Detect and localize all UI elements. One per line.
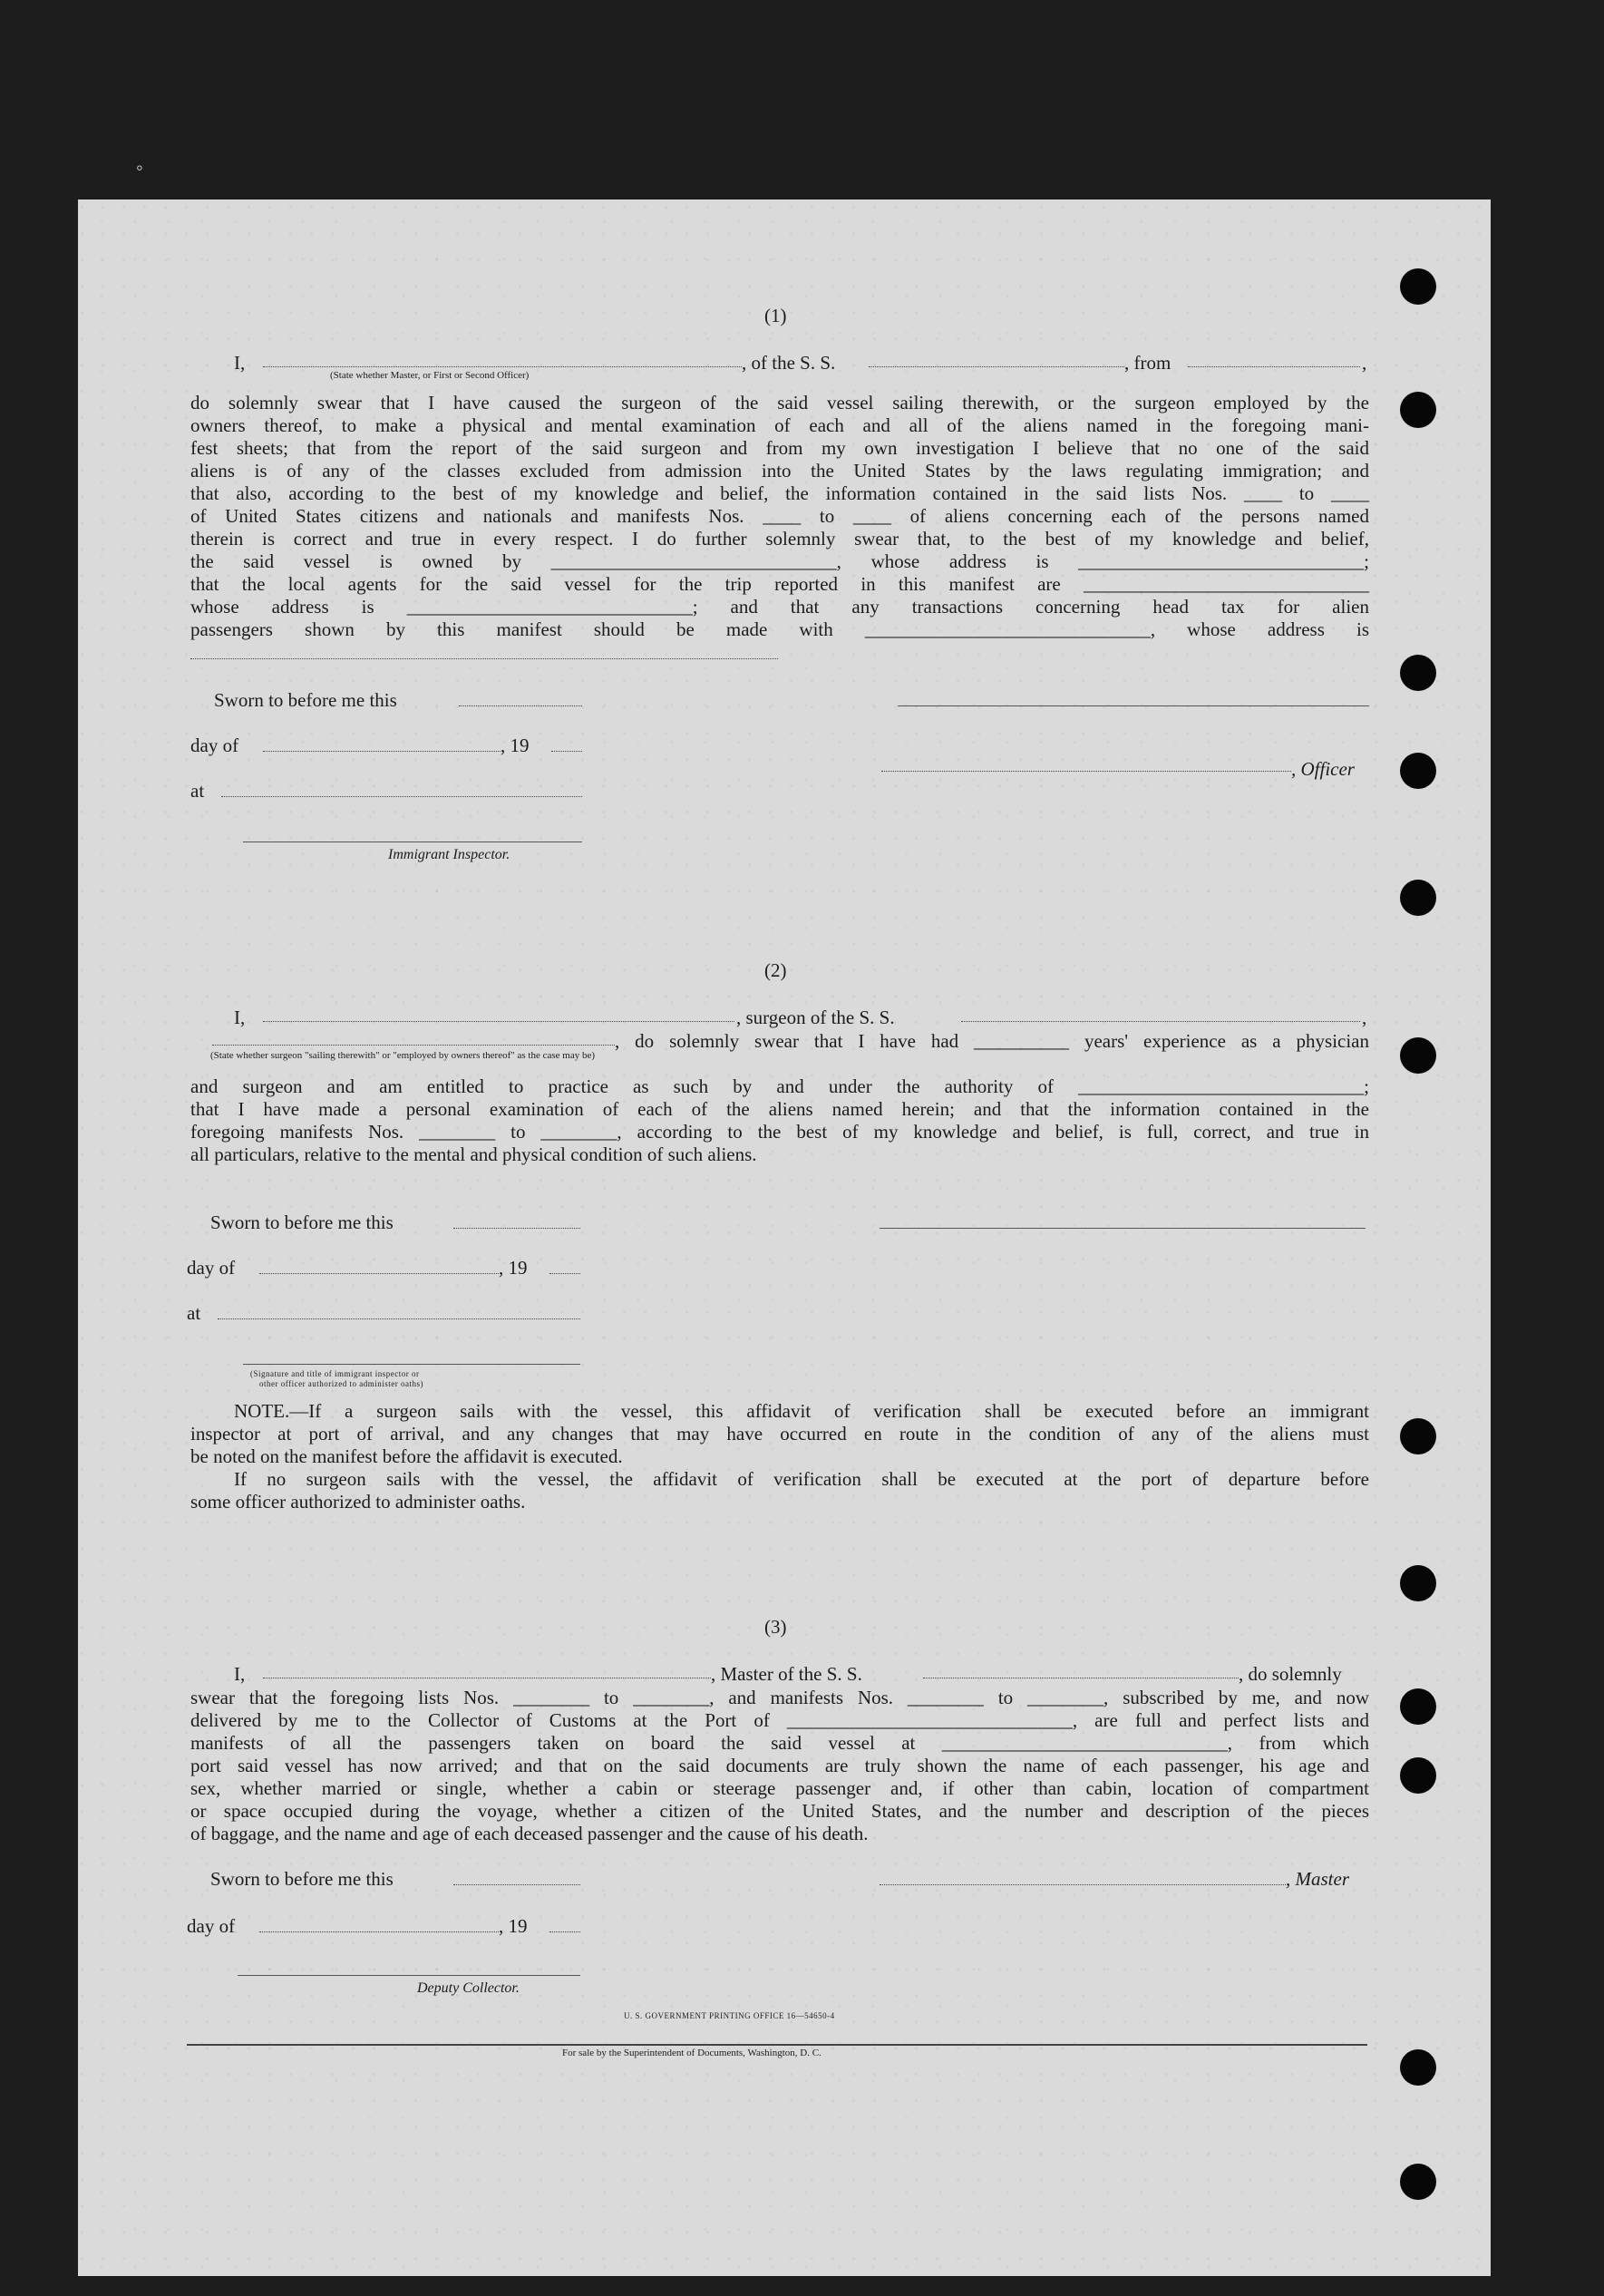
officer-label: , Officer: [1291, 758, 1355, 780]
year-field[interactable]: [551, 751, 582, 752]
binder-hole: [1400, 880, 1436, 916]
sworn-day-field[interactable]: [459, 705, 582, 706]
oath-line: the said vessel is owned by ______________________________, whose address is ______________________________;: [190, 550, 1369, 572]
oath-line: that also, according to the best of my knowledge and belief, the information contained in the said lists Nos. ____ to ____: [190, 482, 1369, 504]
month-field[interactable]: [263, 751, 501, 752]
inspector-label: Immigrant Inspector.: [388, 847, 510, 862]
binder-hole: [1400, 268, 1436, 305]
oath-line: of United States citizens and nationals and manifests Nos. ____ to ____ of aliens concerning each of the persons named: [190, 505, 1369, 527]
note-line: some officer authorized to administer oaths.: [190, 1491, 526, 1513]
oath-opening: I,: [234, 352, 246, 374]
master-oath-body: [190, 1687, 1369, 1845]
note-line: inspector at port of arrival, and any changes that may have occurred en route in the condition of any of the aliens must: [190, 1423, 1369, 1445]
binder-hole: [1400, 1757, 1436, 1794]
oath-line: , do solemnly swear that I have had __________ years' experience as a physician: [615, 1030, 1369, 1052]
collector-label: Deputy Collector.: [417, 1980, 520, 1996]
sworn-label: Sworn to before me this: [210, 1211, 394, 1233]
oath-line: owners thereof, to make a physical and mental examination of each and all of the aliens named in the foregoing mani-: [190, 414, 1369, 436]
note-body: [190, 1400, 1369, 1513]
oath-line: aliens is of any of the classes excluded from admission into the United States by the laws regulating immigration; and: [190, 460, 1369, 482]
binder-hole: [1400, 655, 1436, 691]
sworn-label: Sworn to before me this: [210, 1868, 394, 1890]
year-field[interactable]: [549, 1273, 580, 1274]
surgeon-note: (State whether surgeon "sailing therewith" or "employed by owners thereof" as the case may be): [210, 1050, 596, 1061]
at-place-field[interactable]: [221, 796, 582, 797]
note-text: —If a surgeon sails with the vessel, this affidavit of verification shall be executed before an immigrant: [289, 1400, 1369, 1422]
oath-opening: I,: [234, 1007, 246, 1028]
note-line: be noted on the manifest before the affidavit is executed.: [190, 1445, 623, 1467]
scan-speck: ◦: [136, 156, 143, 179]
binder-hole: [1400, 2049, 1436, 2086]
surgeon-status-field[interactable]: [212, 1045, 615, 1046]
surgeon-oath-body: [190, 1075, 1369, 1166]
master-note: (State whether Master, or First or Second Officer): [330, 370, 530, 381]
day-of-label: day of: [187, 1915, 236, 1937]
oath-line: or space occupied during the voyage, whether a citizen of the United States, and the number and description of the pieces: [190, 1800, 1369, 1822]
at-label: at: [187, 1302, 201, 1324]
oath-line: delivered by me to the Collector of Customs at the Port of ______________________________, are full and perfect lists and: [190, 1709, 1369, 1731]
ship-name-field[interactable]: [961, 1021, 1360, 1022]
oath-line: that the local agents for the said vessel for the trip reported in this manifest are ______________________________: [190, 573, 1369, 595]
oath-line: whose address is ______________________________; and that any transactions concerning head tax for alien: [190, 596, 1369, 618]
note-label: NOTE.: [234, 1400, 290, 1422]
year-label: , 19: [499, 1915, 528, 1937]
month-field[interactable]: [259, 1931, 499, 1932]
day-of-label: day of: [190, 735, 239, 756]
oath-line: swear that the foregoing lists Nos. ________ to ________, and manifests Nos. ________ to ________, subscribed by me, and now: [190, 1687, 1369, 1708]
surgeon-signature-field[interactable]: [880, 1228, 1366, 1229]
ship-name-field[interactable]: [869, 366, 1124, 367]
note-line: [190, 1400, 1369, 1423]
oath-body: [190, 392, 1369, 641]
oath-line: foregoing manifests Nos. ________ to ________, according to the best of my knowledge and belief, is full, correct, and true in: [190, 1121, 1369, 1143]
binder-hole: [1400, 2164, 1436, 2200]
oath-line: port said vessel has now arrived; and that on the said documents are truly shown the name of each passenger, his age and: [190, 1755, 1369, 1776]
oath-line: therein is correct and true in every respect. I do further solemnly swear that, to the best of my knowledge and belief,: [190, 528, 1369, 550]
master-signature-field[interactable]: [880, 1884, 1286, 1885]
binder-hole: [1400, 1037, 1436, 1074]
comma: ,: [1362, 352, 1367, 374]
at-label: at: [190, 780, 205, 802]
master-name-field[interactable]: [263, 366, 742, 367]
master-of-label: , Master of the S. S.: [711, 1663, 862, 1685]
year-label: , 19: [501, 735, 530, 756]
officer-signature-field[interactable]: [898, 705, 1369, 706]
sworn-day-field[interactable]: [453, 1884, 580, 1885]
of-ss-label: , of the S. S.: [742, 352, 836, 374]
oath-line: sex, whether married or single, whether a cabin or steerage passenger and, if other than cabin, location of compartment: [190, 1777, 1369, 1799]
inspector-signature-field[interactable]: [243, 1364, 580, 1365]
from-label: , from: [1124, 352, 1171, 374]
oath-line: passengers shown by this manifest should be made with ______________________________, whose address is: [190, 618, 1369, 640]
surgeon-of-label: , surgeon of the S. S.: [736, 1007, 895, 1028]
footer-rule: [187, 2044, 1367, 2046]
oath-line: do solemnly swear that I have caused the surgeon of the said vessel sailing therewith, or the surgeon employed by the: [190, 392, 1369, 413]
for-sale-note: For sale by the Superintendent of Documents, Washington, D. C.: [562, 2048, 821, 2058]
comma: ,: [1362, 1007, 1367, 1028]
sworn-label: Sworn to before me this: [214, 689, 397, 711]
port-from-field[interactable]: [1188, 366, 1360, 367]
binder-hole: [1400, 392, 1436, 428]
oath-line: and surgeon and am entitled to practice as such by and under the authority of ______________________________;: [190, 1075, 1369, 1097]
section-number: (3): [764, 1616, 787, 1638]
address-field[interactable]: [190, 658, 778, 659]
sworn-day-field[interactable]: [453, 1228, 580, 1229]
do-solemnly-label: , do solemnly: [1239, 1663, 1342, 1685]
day-of-label: day of: [187, 1257, 236, 1279]
section-number: (2): [764, 959, 787, 981]
collector-signature-field[interactable]: [238, 1975, 580, 1976]
officer-title-field[interactable]: [881, 771, 1291, 772]
note-line: If no surgeon sails with the vessel, the affidavit of verification shall be executed at the port of departure before: [234, 1468, 1369, 1490]
oath-opening: I,: [234, 1663, 246, 1685]
year-field[interactable]: [549, 1931, 580, 1932]
signature-note: (Signature and title of immigrant inspector or: [250, 1369, 420, 1378]
binder-hole: [1400, 1688, 1436, 1725]
surgeon-name-field[interactable]: [263, 1021, 734, 1022]
oath-line: of baggage, and the name and age of each deceased passenger and the cause of his death.: [190, 1823, 869, 1844]
oath-line: that I have made a personal examination of each of the aliens named herein; and that the information contained in the: [190, 1098, 1369, 1120]
signature-note: other officer authorized to administer oaths): [259, 1379, 424, 1388]
master-label: , Master: [1286, 1868, 1349, 1890]
at-place-field[interactable]: [218, 1318, 580, 1319]
oath-line: fest sheets; that from the report of the said surgeon and from my own investigation I believe that no one of the said: [190, 437, 1369, 459]
section-number: (1): [764, 305, 787, 326]
oath-line: all particulars, relative to the mental and physical condition of such aliens.: [190, 1143, 757, 1165]
month-field[interactable]: [259, 1273, 499, 1274]
printing-office-imprint: U. S. GOVERNMENT PRINTING OFFICE 16—54650-4: [624, 2011, 835, 2020]
binder-hole: [1400, 1418, 1436, 1454]
binder-hole: [1400, 753, 1436, 789]
oath-line: manifests of all the passengers taken on board the said vessel at ______________________________, from which: [190, 1732, 1369, 1754]
binder-hole: [1400, 1565, 1436, 1601]
year-label: , 19: [499, 1257, 528, 1279]
